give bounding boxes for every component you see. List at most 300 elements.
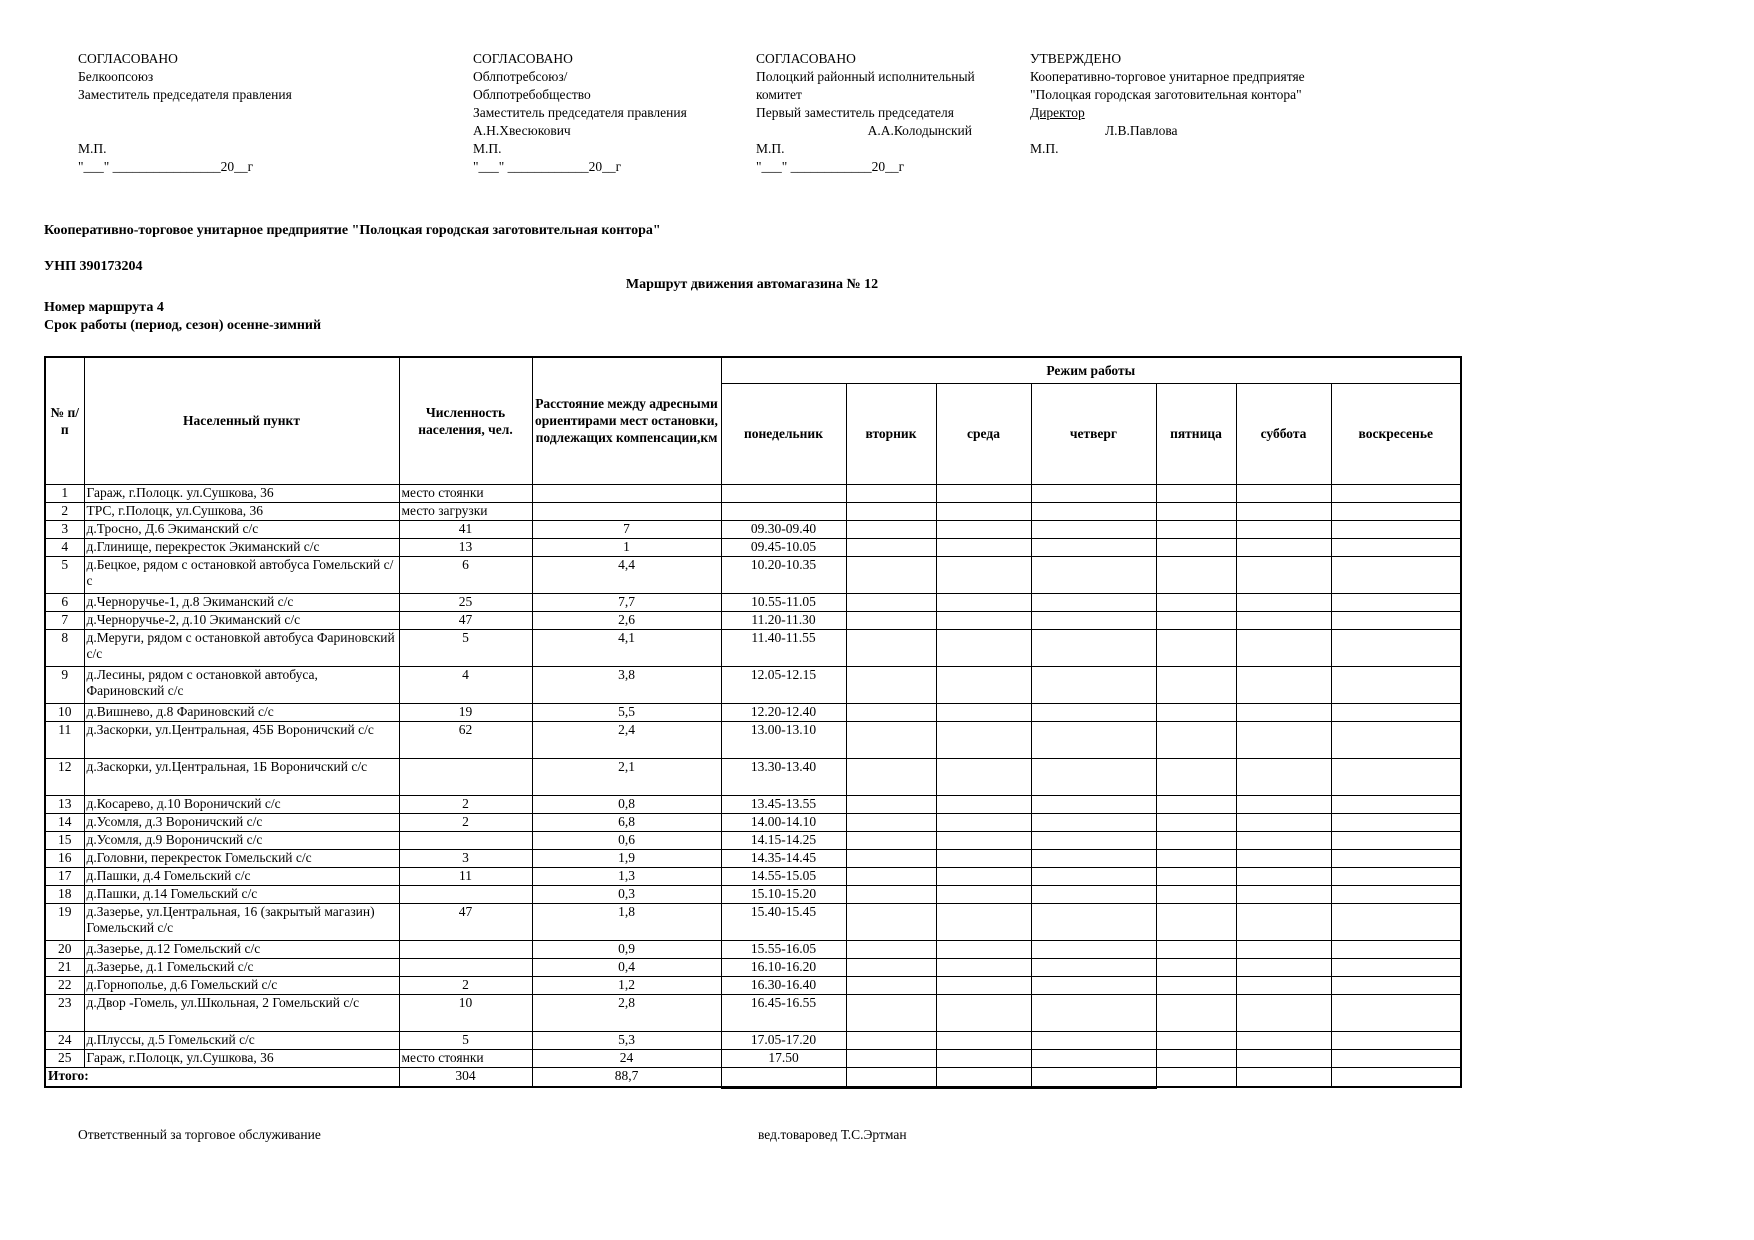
sunday-cell <box>1331 976 1461 994</box>
wednesday-cell <box>936 885 1031 903</box>
unp-number: УНП 390173204 <box>44 259 143 274</box>
row-number-cell: 1 <box>45 484 84 502</box>
saturday-cell <box>1236 867 1331 885</box>
sunday-cell <box>1331 556 1461 593</box>
friday-cell <box>1156 867 1236 885</box>
monday-time-cell: 17.50 <box>721 1049 846 1067</box>
distance-cell: 2,8 <box>532 994 721 1031</box>
wednesday-cell <box>936 813 1031 831</box>
tuesday-cell <box>846 703 936 721</box>
wednesday-cell <box>936 484 1031 502</box>
population-cell: 11 <box>399 867 532 885</box>
thursday-cell <box>1031 1049 1156 1067</box>
monday-time-cell: 10.20-10.35 <box>721 556 846 593</box>
work-season: Срок работы (период, сезон) осенне-зимний <box>44 318 322 333</box>
friday-cell <box>1156 629 1236 666</box>
population-cell <box>399 958 532 976</box>
approval-date-line: "___" ________________20__г <box>78 159 254 174</box>
route-table-header <box>45 357 1461 484</box>
table-row <box>45 593 1461 611</box>
table-row <box>45 885 1461 903</box>
settlement-cell: д.Заскорки, ул.Центральная, 1Б Вороничский с/с <box>84 758 399 795</box>
approval-mp: М.П. <box>473 141 502 156</box>
distance-cell: 0,4 <box>532 958 721 976</box>
settlement-cell: д.Горнополье, д.6 Гомельский с/с <box>84 976 399 994</box>
wednesday-cell <box>936 538 1031 556</box>
total-monday-cell <box>721 1067 846 1087</box>
tuesday-cell <box>846 629 936 666</box>
saturday-cell <box>1236 958 1331 976</box>
column-header-tuesday: вторник <box>846 383 936 484</box>
thursday-cell <box>1031 758 1156 795</box>
saturday-cell <box>1236 556 1331 593</box>
total-tuesday-cell <box>846 1067 936 1087</box>
row-number-cell: 14 <box>45 813 84 831</box>
tuesday-cell <box>846 538 936 556</box>
friday-cell <box>1156 520 1236 538</box>
monday-time-cell: 16.10-16.20 <box>721 958 846 976</box>
thursday-cell <box>1031 502 1156 520</box>
settlement-cell: Гараж, г.Полоцк, ул.Сушкова, 36 <box>84 1049 399 1067</box>
thursday-cell <box>1031 593 1156 611</box>
settlement-cell: д.Двор -Гомель, ул.Школьная, 2 Гомельский с/с <box>84 994 399 1031</box>
table-row <box>45 629 1461 666</box>
approval-date-line <box>1030 158 1370 176</box>
friday-cell <box>1156 666 1236 703</box>
population-cell: 47 <box>399 903 532 940</box>
saturday-cell <box>1236 484 1331 502</box>
sunday-cell <box>1331 795 1461 813</box>
table-row <box>45 976 1461 994</box>
saturday-cell <box>1236 831 1331 849</box>
row-number-cell: 2 <box>45 502 84 520</box>
sunday-cell <box>1331 484 1461 502</box>
wednesday-cell <box>936 666 1031 703</box>
footer <box>0 1127 1754 1145</box>
monday-time-cell: 11.40-11.55 <box>721 629 846 666</box>
thursday-cell <box>1031 940 1156 958</box>
thursday-cell <box>1031 903 1156 940</box>
sunday-cell <box>1331 994 1461 1031</box>
approval-title: СОГЛАСОВАНО <box>756 51 856 66</box>
friday-cell <box>1156 538 1236 556</box>
monday-time-cell: 14.00-14.10 <box>721 813 846 831</box>
thursday-cell <box>1031 885 1156 903</box>
tuesday-cell <box>846 867 936 885</box>
row-number-cell: 10 <box>45 703 84 721</box>
friday-cell <box>1156 611 1236 629</box>
distance-cell: 1 <box>532 538 721 556</box>
row-number-cell: 6 <box>45 593 84 611</box>
friday-cell <box>1156 502 1236 520</box>
tuesday-cell <box>846 976 936 994</box>
saturday-cell <box>1236 885 1331 903</box>
table-row <box>45 484 1461 502</box>
column-header-distance: Расстояние между адресными ориентирами мест остановки, подлежащих компенсации,км <box>532 357 721 484</box>
distance-cell: 1,9 <box>532 849 721 867</box>
approval-title: УТВЕРЖДЕНО <box>1030 51 1122 66</box>
sunday-cell <box>1331 721 1461 758</box>
wednesday-cell <box>936 795 1031 813</box>
column-header-thursday: четверг <box>1031 383 1156 484</box>
saturday-cell <box>1236 903 1331 940</box>
thursday-cell <box>1031 958 1156 976</box>
distance-cell: 1,8 <box>532 903 721 940</box>
sunday-cell <box>1331 703 1461 721</box>
approval-line: комитет <box>756 87 802 102</box>
population-cell: 19 <box>399 703 532 721</box>
settlement-cell: ТРС, г.Полоцк, ул.Сушкова, 36 <box>84 502 399 520</box>
thursday-cell <box>1031 831 1156 849</box>
tuesday-cell <box>846 940 936 958</box>
friday-cell <box>1156 903 1236 940</box>
population-cell: 62 <box>399 721 532 758</box>
wednesday-cell <box>936 629 1031 666</box>
settlement-cell: д.Усомля, д.3 Вороничский с/с <box>84 813 399 831</box>
population-cell: место стоянки <box>399 484 532 502</box>
table-row <box>45 994 1461 1031</box>
distance-cell: 1,3 <box>532 867 721 885</box>
row-number-cell: 25 <box>45 1049 84 1067</box>
distance-cell: 2,6 <box>532 611 721 629</box>
sunday-cell <box>1331 849 1461 867</box>
table-row <box>45 903 1461 940</box>
row-number-cell: 7 <box>45 611 84 629</box>
tuesday-cell <box>846 1031 936 1049</box>
settlement-cell: д.Черноручье-2, д.10 Экиманский с/с <box>84 611 399 629</box>
settlement-cell: д.Пашки, д.14 Гомельский с/с <box>84 885 399 903</box>
thursday-cell <box>1031 813 1156 831</box>
sunday-cell <box>1331 593 1461 611</box>
wednesday-cell <box>936 976 1031 994</box>
friday-cell <box>1156 593 1236 611</box>
approval-line: Заместитель председателя правления <box>473 105 687 120</box>
monday-time-cell: 09.30-09.40 <box>721 520 846 538</box>
monday-time-cell: 13.30-13.40 <box>721 758 846 795</box>
population-cell: 10 <box>399 994 532 1031</box>
population-cell <box>399 831 532 849</box>
saturday-cell <box>1236 795 1331 813</box>
column-header-regime: Режим работы <box>721 357 1461 383</box>
wednesday-cell <box>936 593 1031 611</box>
sunday-cell <box>1331 885 1461 903</box>
thursday-cell <box>1031 994 1156 1031</box>
saturday-cell <box>1236 758 1331 795</box>
settlement-cell: д.Лесины, рядом с остановкой автобуса, Фариновский с/с <box>84 666 399 703</box>
row-number-cell: 12 <box>45 758 84 795</box>
total-wednesday-cell <box>936 1067 1031 1087</box>
distance-cell <box>532 484 721 502</box>
settlement-cell: д.Меруги, рядом с остановкой автобуса Фариновский с/с <box>84 629 399 666</box>
saturday-cell <box>1236 1031 1331 1049</box>
column-header-wednesday: среда <box>936 383 1031 484</box>
thursday-cell <box>1031 666 1156 703</box>
settlement-cell: д.Косарево, д.10 Вороничский с/с <box>84 795 399 813</box>
thursday-cell <box>1031 611 1156 629</box>
sunday-cell <box>1331 666 1461 703</box>
approval-line: Облпотребобщество <box>473 87 591 102</box>
row-number-cell: 21 <box>45 958 84 976</box>
settlement-cell: д.Пашки, д.4 Гомельский с/с <box>84 867 399 885</box>
settlement-cell: д.Усомля, д.9 Вороничский с/с <box>84 831 399 849</box>
row-number-cell: 16 <box>45 849 84 867</box>
saturday-cell <box>1236 813 1331 831</box>
sunday-cell <box>1331 831 1461 849</box>
friday-cell <box>1156 831 1236 849</box>
thursday-cell <box>1031 484 1156 502</box>
monday-time-cell: 15.55-16.05 <box>721 940 846 958</box>
tuesday-cell <box>846 831 936 849</box>
table-row <box>45 502 1461 520</box>
friday-cell <box>1156 1049 1236 1067</box>
saturday-cell <box>1236 666 1331 703</box>
population-cell: 6 <box>399 556 532 593</box>
table-row <box>45 538 1461 556</box>
saturday-cell <box>1236 520 1331 538</box>
tuesday-cell <box>846 795 936 813</box>
route-title: Маршрут движения автомагазина № 12 <box>625 277 879 292</box>
column-header-settlement: Населенный пункт <box>84 357 399 484</box>
saturday-cell <box>1236 538 1331 556</box>
friday-cell <box>1156 885 1236 903</box>
monday-time-cell: 14.55-15.05 <box>721 867 846 885</box>
population-cell: место загрузки <box>399 502 532 520</box>
thursday-cell <box>1031 556 1156 593</box>
total-sunday-cell <box>1331 1067 1461 1087</box>
column-header-num: № п/п <box>45 357 84 484</box>
thursday-cell <box>1031 849 1156 867</box>
approval-title: СОГЛАСОВАНО <box>473 51 573 66</box>
column-header-sunday: воскресенье <box>1331 383 1461 484</box>
sunday-cell <box>1331 903 1461 940</box>
distance-cell: 24 <box>532 1049 721 1067</box>
table-row <box>45 1031 1461 1049</box>
thursday-cell <box>1031 721 1156 758</box>
sunday-cell <box>1331 758 1461 795</box>
row-number-cell: 18 <box>45 885 84 903</box>
tuesday-cell <box>846 758 936 795</box>
table-row <box>45 831 1461 849</box>
approval-date-line: "___" ____________20__г <box>756 159 905 174</box>
wednesday-cell <box>936 849 1031 867</box>
total-distance: 88,7 <box>532 1067 721 1087</box>
population-cell: 3 <box>399 849 532 867</box>
distance-cell: 6,8 <box>532 813 721 831</box>
approval-date-line: "___" ____________20__г <box>473 159 622 174</box>
population-cell: 2 <box>399 976 532 994</box>
table-row <box>45 611 1461 629</box>
table-row <box>45 520 1461 538</box>
table-row <box>45 795 1461 813</box>
responsible-label: Ответственный за торговое обслуживание <box>78 1126 321 1142</box>
table-row <box>45 940 1461 958</box>
population-cell <box>399 885 532 903</box>
distance-cell: 0,8 <box>532 795 721 813</box>
tuesday-cell <box>846 484 936 502</box>
total-saturday-cell <box>1236 1067 1331 1087</box>
signatory-label: вед.товаровед Т.С.Эртман <box>758 1126 907 1142</box>
settlement-cell: д.Головни, перекресток Гомельский с/с <box>84 849 399 867</box>
population-cell <box>399 940 532 958</box>
wednesday-cell <box>936 611 1031 629</box>
wednesday-cell <box>936 958 1031 976</box>
friday-cell <box>1156 721 1236 758</box>
distance-cell: 5,5 <box>532 703 721 721</box>
friday-cell <box>1156 484 1236 502</box>
saturday-cell <box>1236 849 1331 867</box>
tuesday-cell <box>846 813 936 831</box>
wednesday-cell <box>936 1049 1031 1067</box>
wednesday-cell <box>936 502 1031 520</box>
settlement-cell: д.Бецкое, рядом с остановкой автобуса Гомельский с/с <box>84 556 399 593</box>
monday-time-cell: 12.05-12.15 <box>721 666 846 703</box>
row-number-cell: 11 <box>45 721 84 758</box>
monday-time-cell: 13.00-13.10 <box>721 721 846 758</box>
saturday-cell <box>1236 611 1331 629</box>
population-cell: 5 <box>399 1031 532 1049</box>
approval-mp: М.П. <box>78 141 107 156</box>
total-thursday-cell <box>1031 1067 1156 1087</box>
row-number-cell: 15 <box>45 831 84 849</box>
settlement-cell: д.Тросно, Д.6 Экиманский с/с <box>84 520 399 538</box>
friday-cell <box>1156 994 1236 1031</box>
table-row <box>45 849 1461 867</box>
thursday-cell <box>1031 867 1156 885</box>
sunday-cell <box>1331 1049 1461 1067</box>
saturday-cell <box>1236 703 1331 721</box>
approval-column-oblpotrebsoyuz <box>473 50 756 176</box>
row-number-cell: 8 <box>45 629 84 666</box>
wednesday-cell <box>936 940 1031 958</box>
total-row <box>45 1067 1461 1087</box>
distance-cell: 1,2 <box>532 976 721 994</box>
distance-cell <box>532 502 721 520</box>
total-friday-cell <box>1156 1067 1236 1087</box>
table-row <box>45 958 1461 976</box>
row-number-cell: 5 <box>45 556 84 593</box>
table-row <box>45 556 1461 593</box>
approval-mp: М.П. <box>756 141 785 156</box>
approval-column-utverzhdeno <box>1030 50 1370 176</box>
column-header-saturday: суббота <box>1236 383 1331 484</box>
saturday-cell <box>1236 502 1331 520</box>
approval-signature <box>78 122 473 140</box>
column-header-monday: понедельник <box>721 383 846 484</box>
route-table-total <box>45 1067 1461 1087</box>
population-cell <box>399 758 532 795</box>
distance-cell: 0,6 <box>532 831 721 849</box>
thursday-cell <box>1031 1031 1156 1049</box>
wednesday-cell <box>936 1031 1031 1049</box>
thursday-cell <box>1031 520 1156 538</box>
tuesday-cell <box>846 1049 936 1067</box>
friday-cell <box>1156 758 1236 795</box>
population-cell: 2 <box>399 813 532 831</box>
settlement-cell: д.Зазерье, д.1 Гомельский с/с <box>84 958 399 976</box>
monday-time-cell: 11.20-11.30 <box>721 611 846 629</box>
approval-column-raiispolkom <box>756 50 1030 176</box>
tuesday-cell <box>846 885 936 903</box>
monday-time-cell: 16.30-16.40 <box>721 976 846 994</box>
column-header-population: Численность населения, чел. <box>399 357 532 484</box>
thursday-cell <box>1031 703 1156 721</box>
approval-signature: А.А.Колодынский <box>867 123 972 138</box>
monday-time-cell: 13.45-13.55 <box>721 795 846 813</box>
monday-time-cell: 15.40-15.45 <box>721 903 846 940</box>
population-cell: 47 <box>399 611 532 629</box>
sunday-cell <box>1331 502 1461 520</box>
distance-cell: 0,3 <box>532 885 721 903</box>
friday-cell <box>1156 849 1236 867</box>
friday-cell <box>1156 556 1236 593</box>
column-header-friday: пятница <box>1156 383 1236 484</box>
route-number: Номер маршрута 4 <box>44 300 164 315</box>
sunday-cell <box>1331 940 1461 958</box>
settlement-cell: Гараж, г.Полоцк. ул.Сушкова, 36 <box>84 484 399 502</box>
approval-mp: М.П. <box>1030 141 1059 156</box>
friday-cell <box>1156 1031 1236 1049</box>
monday-time-cell <box>721 484 846 502</box>
wednesday-cell <box>936 994 1031 1031</box>
tuesday-cell <box>846 994 936 1031</box>
settlement-cell: д.Вишнево, д.8 Фариновский с/с <box>84 703 399 721</box>
row-number-cell: 9 <box>45 666 84 703</box>
monday-time-cell: 12.20-12.40 <box>721 703 846 721</box>
company-name: Кооперативно-торговое унитарное предприятие "Полоцкая городская заготовительная контора" <box>44 223 661 238</box>
approval-line: Заместитель председателя правления <box>78 87 292 102</box>
tuesday-cell <box>846 520 936 538</box>
distance-cell: 5,3 <box>532 1031 721 1049</box>
approval-line: Кооперативно-торговое унитарное предприятяе <box>1030 69 1305 84</box>
sunday-cell <box>1331 958 1461 976</box>
title-block <box>44 222 1754 335</box>
route-table <box>44 356 1462 1089</box>
total-label: Итого: <box>45 1067 399 1087</box>
row-number-cell: 23 <box>45 994 84 1031</box>
population-cell: 25 <box>399 593 532 611</box>
thursday-cell <box>1031 795 1156 813</box>
table-row <box>45 721 1461 758</box>
settlement-cell: д.Глинище, перекресток Экиманский с/с <box>84 538 399 556</box>
saturday-cell <box>1236 721 1331 758</box>
sunday-cell <box>1331 629 1461 666</box>
wednesday-cell <box>936 721 1031 758</box>
sunday-cell <box>1331 867 1461 885</box>
tuesday-cell <box>846 593 936 611</box>
sunday-cell <box>1331 538 1461 556</box>
saturday-cell <box>1236 940 1331 958</box>
sunday-cell <box>1331 1031 1461 1049</box>
table-row <box>45 813 1461 831</box>
distance-cell: 7 <box>532 520 721 538</box>
row-number-cell: 17 <box>45 867 84 885</box>
saturday-cell <box>1236 1049 1331 1067</box>
population-cell: 5 <box>399 629 532 666</box>
route-table-body <box>45 484 1461 1067</box>
tuesday-cell <box>846 849 936 867</box>
approval-signature: Л.В.Павлова <box>1105 123 1178 138</box>
sunday-cell <box>1331 813 1461 831</box>
population-cell: 41 <box>399 520 532 538</box>
population-cell: место стоянки <box>399 1049 532 1067</box>
approval-line <box>78 104 473 122</box>
population-cell: 13 <box>399 538 532 556</box>
monday-time-cell: 14.35-14.45 <box>721 849 846 867</box>
table-row <box>45 758 1461 795</box>
row-number-cell: 24 <box>45 1031 84 1049</box>
wednesday-cell <box>936 831 1031 849</box>
wednesday-cell <box>936 903 1031 940</box>
